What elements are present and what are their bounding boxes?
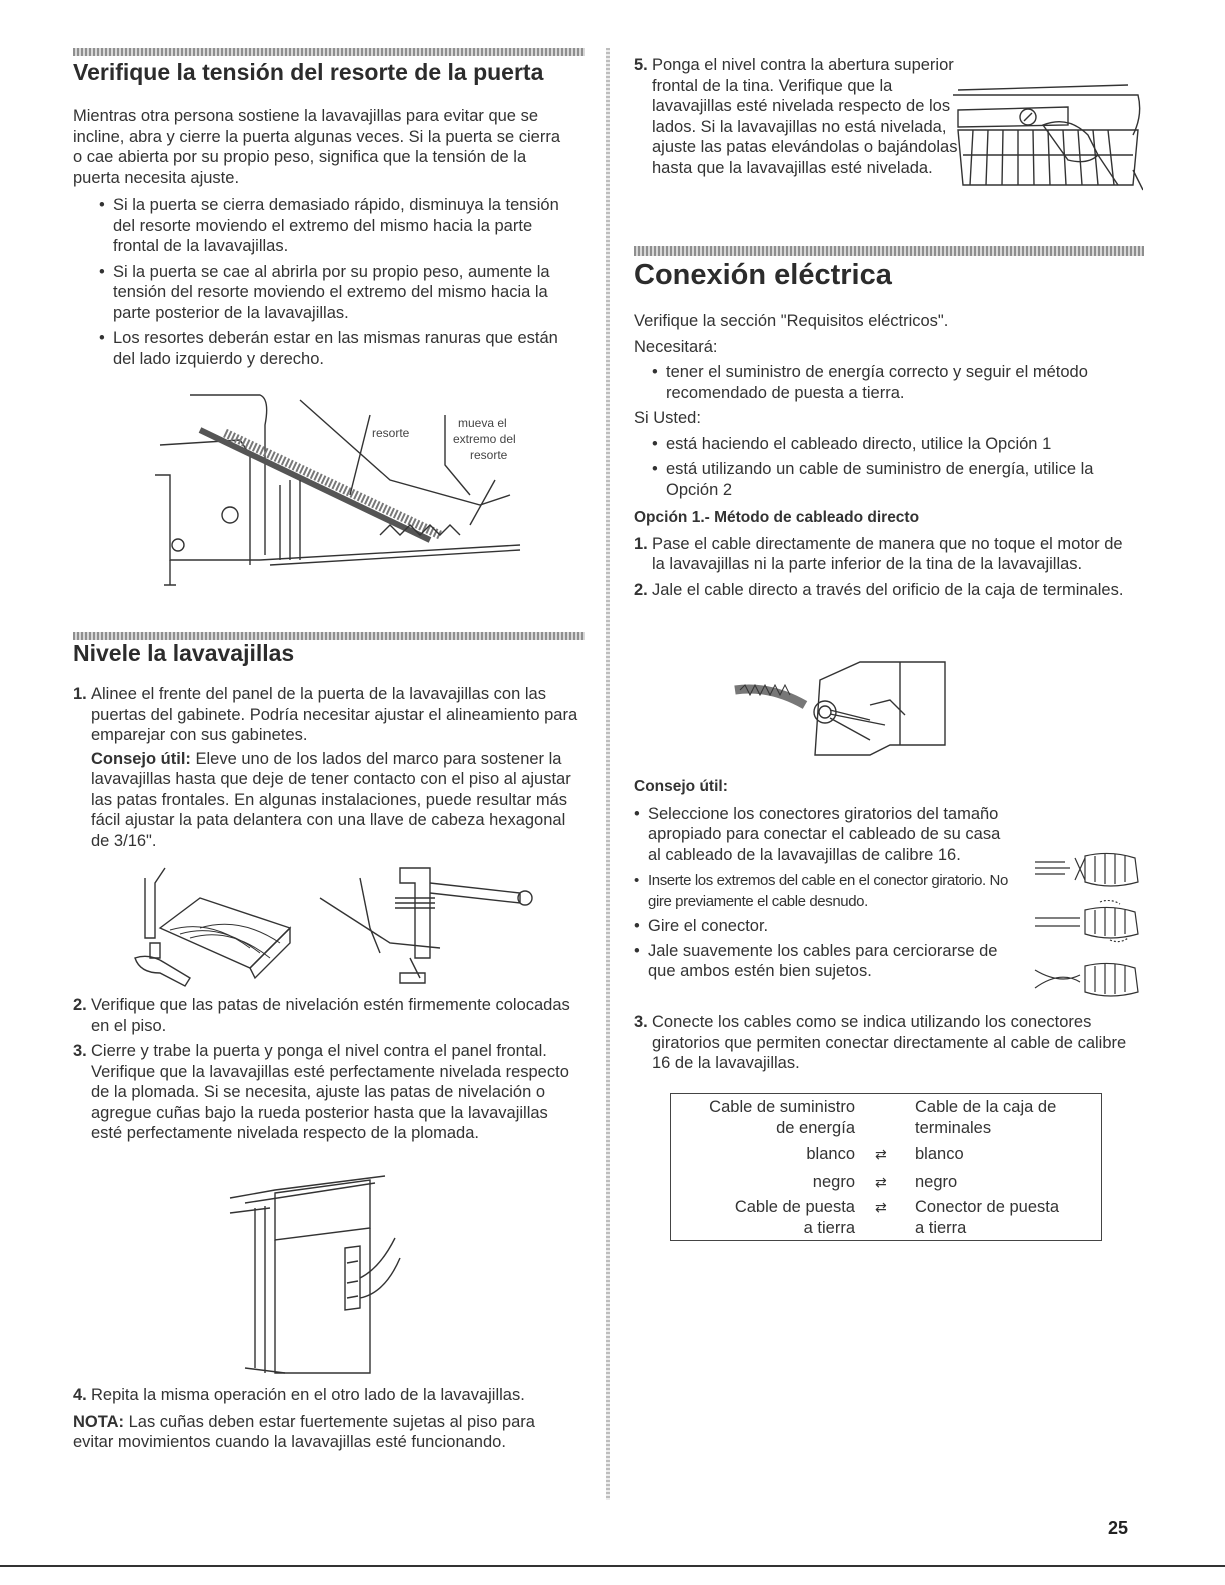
table-cell-right-line: Conector de puesta	[915, 1198, 1060, 1216]
need-bullet: • tener el suministro de energía correcto y seguir el método recomendado de puesta a tierra.	[652, 362, 1139, 403]
step-number: 1.	[634, 534, 648, 553]
double-arrow-icon: ⇄	[875, 1146, 887, 1162]
level-steps-cont	[73, 995, 578, 1144]
label-move-end-3: resorte	[470, 448, 508, 462]
table-cell-right-line: a tierra	[915, 1219, 967, 1237]
step-number: 3.	[634, 1013, 648, 1031]
spring-bullet: • Si la puerta se cae al abrirla por su propio peso, aumente la tensión del resorte moviendo el extremo del mismo hacia la parte posterior de la lavavajillas.	[99, 262, 577, 324]
table-cell-right	[915, 1197, 1059, 1239]
spring-intro	[73, 106, 573, 188]
table-header-right-line: terminales	[915, 1119, 992, 1137]
step-text: Cierre y trabe la puerta y ponga el nivel contra el panel frontal. Verifique que la lavavajillas esté perfectamente nivelada respecto de la plomada. Si se necesita, ajuste las patas de nivelación o agregue cuñas bajo la rueda posterior hasta que la lavavajillas esté perfectamente nivelada respecto de la plomada.	[91, 1042, 569, 1142]
tip-2	[634, 777, 1009, 982]
level-steps	[73, 684, 578, 851]
step-text: Pase el cable directamente de manera que no toque el motor de la lavavajillas ni la parte inferior de la tina de la lavavajillas.	[652, 534, 1123, 573]
spring-bullet: • Los resortes deberán estar en las mismas ranuras que están del lado izquierdo y derecho.	[99, 328, 577, 369]
level-step-2	[73, 995, 578, 1036]
note-label: NOTA:	[73, 1412, 125, 1431]
tip2-bullet: • Jale suavemente los cables para cerciorarse de que ambos estén bien sujetos.	[634, 941, 1009, 982]
table-header-left-line: de energía	[776, 1119, 855, 1137]
if-bullet: • está utilizando un cable de suministro de energía, utilice la Opción 2	[652, 459, 1139, 500]
step-number: 5.	[634, 56, 648, 74]
table-header-right-line: Cable de la caja de	[915, 1098, 1057, 1116]
tip-text: Eleve uno de los lados del marco para sostener la lavavajillas hasta que deje de tener contacto con el piso al ajustar las patas frontales. En algunas instalaciones, puede resultar más fácil ajustar la pata delantera con una llave de cabeza hexagonal de 3/16".	[91, 749, 571, 850]
step-number: 1.	[73, 685, 87, 703]
step-text: Ponga el nivel contra la abertura superior frontal de la tina. Verifique que la lavavajillas esté nivelada respecto de los lados. Si la lavavajillas no está nivelada, ajuste las patas elevándolas o bajándolas hasta que la lavavajillas esté nivelada.	[652, 56, 958, 177]
wire-nut-icon	[1030, 960, 1145, 1000]
spring-bullet: • Si la puerta se cierra demasiado rápido, disminuya la tensión del resorte moviendo el extremo del mismo hacia la parte frontal de la lavavajillas.	[99, 195, 577, 257]
table-cell-right: negro	[915, 1173, 958, 1191]
step-number: 2.	[73, 996, 87, 1014]
if-bullet: • está haciendo el cableado directo, utilice la Opción 1	[652, 434, 1139, 455]
table-cell-left-line: Cable de puesta	[734, 1198, 855, 1216]
electrical-intro	[634, 311, 1139, 600]
section-rule	[73, 632, 585, 640]
table-cell-left: blanco	[806, 1145, 855, 1163]
step-text: Alinee el frente del panel de la puerta de la lavavajillas con las puertas del gabinete. Podría necesitar ajustar el alineamiento para emparejar con sus gabinetes.	[91, 685, 578, 744]
tip-label: Consejo útil:	[91, 749, 191, 768]
section-title-spring: Verifique la tensión del resorte de la puerta	[73, 59, 544, 85]
page-number: 25	[1108, 1518, 1129, 1538]
level-step-5	[634, 55, 959, 178]
label-spring: resorte	[372, 426, 410, 440]
terminal-box-figure	[730, 660, 960, 760]
spring-intro-text: Mientras otra persona sostiene la lavavajillas para evitar que se incline, abra y cierre la puerta algunas veces. Si la puerta se cierra o cae abierta por su propio peso, significa que la tensión de la puerta necesita ajuste.	[73, 107, 560, 187]
leveling-legs-figure	[130, 858, 540, 988]
section-rule	[73, 48, 585, 56]
column-divider	[606, 48, 610, 1500]
label-move-end-2: extremo del	[453, 432, 516, 446]
door-level-figure	[225, 1168, 405, 1378]
wire-connection-table	[670, 1093, 1102, 1241]
tip2-bullet: • Gire el conector.	[634, 916, 1009, 937]
note-text: Las cuñas deben estar fuertemente sujetas al piso para evitar movimientos cuando la lavavajillas esté funcionando.	[73, 1412, 535, 1451]
verify-text: Verifique la sección "Requisitos eléctricos".	[634, 312, 949, 330]
table-header-right	[915, 1097, 1056, 1139]
step-text: Conecte los cables como se indica utilizando los conectores giratorios que permiten conectar directamente al cable de calibre 16 de la lavavajillas.	[652, 1013, 1127, 1072]
table-cell-right: blanco	[915, 1145, 964, 1163]
section-title-level: Nivele la lavavajillas	[73, 640, 295, 666]
spring-bullets	[99, 195, 577, 369]
spring-figure	[140, 385, 530, 600]
level-step-1	[73, 684, 578, 746]
tip2-label: Consejo útil:	[634, 778, 728, 795]
level-step-5-text	[634, 55, 959, 178]
tip2-bullet: • Seleccione los conectores giratorios del tamaño apropiado para conectar el cableado de su casa al cableado de la lavavajillas de calibre 16.	[634, 804, 1009, 866]
step-number: 3.	[73, 1042, 87, 1060]
page-bottom-rule	[0, 1565, 1225, 1567]
step-number: 2.	[634, 580, 648, 599]
level-steps-end	[73, 1385, 578, 1453]
section-title-electrical: Conexión eléctrica	[634, 259, 892, 291]
option-step-1	[634, 534, 1139, 575]
tip-paragraph	[73, 749, 578, 852]
step-number: 4.	[73, 1386, 87, 1404]
tip2-bullet: • Inserte los extremos del cable en el conector giratorio. No gire previamente el cable desnudo.	[634, 871, 1009, 912]
step-text: Repita la misma operación en el otro lado de la lavavajillas.	[91, 1386, 525, 1404]
option-step-3	[634, 1012, 1139, 1074]
table-cell-left	[735, 1197, 855, 1239]
rack-level-figure	[948, 75, 1143, 195]
table-cell-left-line: a tierra	[803, 1219, 855, 1237]
option1-title: Opción 1.- Método de cableado directo	[634, 509, 920, 526]
table-header-left	[709, 1097, 855, 1139]
wire-nut-icon	[1030, 900, 1145, 945]
option-step-2	[634, 580, 1139, 601]
option-step-3-text	[634, 1012, 1139, 1074]
label-move-end-1: mueva el	[458, 416, 507, 430]
level-step-4	[73, 1385, 578, 1406]
step-text: Jale el cable directo a través del orificio de la caja de terminales.	[652, 580, 1124, 599]
step-text: Verifique que las patas de nivelación estén firmemente colocadas en el piso.	[91, 996, 570, 1035]
note-paragraph	[73, 1412, 578, 1453]
table-cell-left: negro	[812, 1173, 855, 1191]
need-text: Necesitará:	[634, 337, 718, 356]
level-step-3	[73, 1041, 578, 1144]
if-you-text: Si Usted:	[634, 409, 701, 427]
table-header-left-line: Cable de suministro	[709, 1098, 855, 1116]
double-arrow-icon: ⇄	[875, 1199, 887, 1215]
double-arrow-icon: ⇄	[875, 1174, 887, 1190]
wire-nut-icon	[1030, 850, 1145, 890]
section-rule	[634, 246, 1144, 256]
